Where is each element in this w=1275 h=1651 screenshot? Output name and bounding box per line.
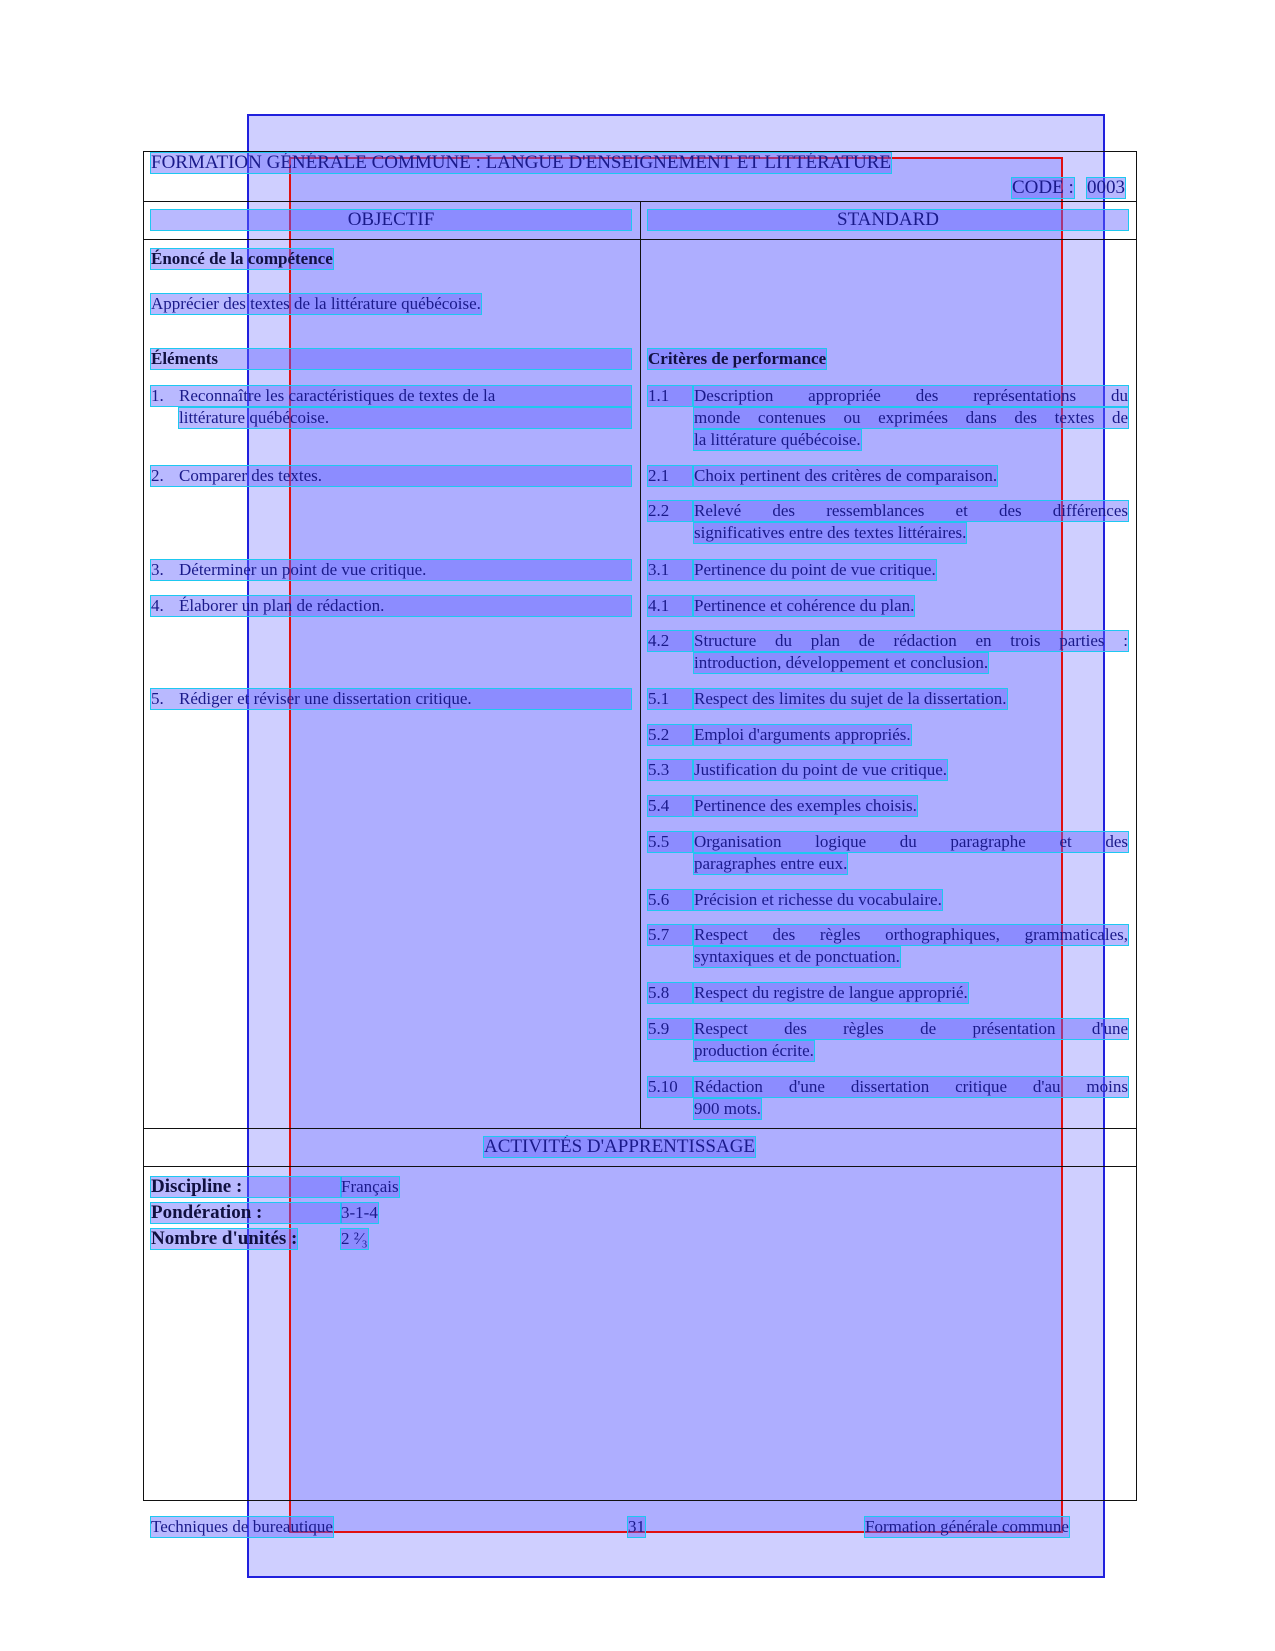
page-number: 31: [628, 1517, 645, 1536]
list-item: 1. Reconnaître les caractéristiques de textes de la: [151, 386, 631, 406]
critere-text-continuation: la littérature québécoise.: [694, 430, 861, 449]
critere-text: Justification du point de vue critique.: [694, 760, 948, 779]
critere-text-continuation: paragraphes entre eux.: [694, 854, 848, 873]
critere-number: 5.1: [648, 689, 692, 709]
critere-number: 5.10: [648, 1077, 692, 1097]
critere-number: 2.1: [648, 466, 692, 486]
critere-text: Relevé des ressemblances et des différences: [694, 501, 1128, 520]
footer-program: Techniques de bureautique: [151, 1517, 333, 1536]
column-header-objectif: OBJECTIF: [151, 210, 631, 230]
document-title: FORMATION GÉNÉRALE COMMUNE : LANGUE D'ENSEIGNEMENT ET LITTÉRATURE: [151, 152, 891, 173]
critere-text: Respect des règles orthographiques, grammaticales,: [694, 925, 1128, 944]
critere-number: 5.8: [648, 983, 692, 1003]
critere-text: Rédaction d'une dissertation critique d'au moins: [694, 1077, 1128, 1096]
column-divider: [640, 201, 641, 1128]
critere-text: Emploi d'arguments appropriés.: [694, 725, 911, 744]
critere-text: Respect du registre de langue approprié.: [694, 983, 968, 1002]
critere-number: 5.2: [648, 725, 692, 745]
ponderation-value: 3-1-4: [341, 1203, 378, 1222]
critere-text-continuation: syntaxiques et de ponctuation.: [694, 947, 900, 966]
critere-number: 5.9: [648, 1019, 692, 1039]
list-item: 3. Déterminer un point de vue critique.: [151, 560, 631, 580]
footer-section: Formation générale commune: [865, 1517, 1069, 1536]
critere-number: 4.1: [648, 596, 692, 616]
critere-text: Description appropriée des représentations du: [694, 386, 1128, 405]
critere-text: Respect des limites du sujet de la dissertation.: [694, 689, 1007, 708]
unites-label: Nombre d'unités :: [151, 1228, 298, 1249]
critere-text-continuation: introduction, développement et conclusion.: [694, 653, 989, 672]
unites-value: 2 ²⁄₃: [341, 1229, 368, 1248]
critere-text: Respect des règles de présentation d'une: [694, 1019, 1128, 1038]
critere-text-continuation: production écrite.: [694, 1041, 814, 1060]
list-item-continuation: littérature québécoise.: [179, 408, 631, 428]
discipline-label: Discipline :: [151, 1177, 341, 1197]
code-value: 0003: [1087, 177, 1125, 198]
list-item: 5. Rédiger et réviser une dissertation critique.: [151, 689, 631, 709]
critere-number: 4.2: [648, 631, 692, 651]
critere-number: 2.2: [648, 501, 692, 521]
critere-number: 5.7: [648, 925, 692, 945]
critere-number: 1.1: [648, 386, 692, 406]
critere-text-continuation: 900 mots.: [694, 1099, 762, 1118]
critere-text: Structure du plan de rédaction en trois parties :: [694, 631, 1128, 650]
critere-number: 5.5: [648, 832, 692, 852]
critere-text: Choix pertinent des critères de comparaison.: [694, 466, 998, 485]
column-header-standard: STANDARD: [648, 210, 1128, 230]
criteres-label: Critères de performance: [648, 349, 827, 368]
critere-number: 5.6: [648, 890, 692, 910]
critere-number: 5.3: [648, 760, 692, 780]
competence-label: Énoncé de la compétence: [151, 249, 333, 268]
critere-text: Organisation logique du paragraphe et des: [694, 832, 1128, 851]
activities-title: ACTIVITÉS D'APPRENTISSAGE: [484, 1136, 756, 1157]
critere-text-continuation: monde contenues ou exprimées dans des textes de: [694, 408, 1128, 427]
rule-activities-bottom: [143, 1166, 1137, 1167]
critere-text: Précision et richesse du vocabulaire.: [694, 890, 942, 909]
critere-number: 3.1: [648, 560, 692, 580]
list-item: 4. Élaborer un plan de rédaction.: [151, 596, 631, 616]
critere-text: Pertinence et cohérence du plan.: [694, 596, 915, 615]
critere-number: 5.4: [648, 796, 692, 816]
list-item: 2. Comparer des textes.: [151, 466, 631, 486]
critere-text: Pertinence des exemples choisis.: [694, 796, 917, 815]
elements-label: Éléments: [151, 349, 631, 369]
competence-text: Apprécier des textes de la littérature québécoise.: [151, 294, 481, 313]
critere-text: Pertinence du point de vue critique.: [694, 560, 936, 579]
discipline-value: Français: [341, 1177, 399, 1196]
code-label: CODE :: [1012, 177, 1074, 198]
critere-text-continuation: significatives entre des textes littéraires.: [694, 523, 967, 542]
rule-activities-top: [143, 1128, 1137, 1129]
ponderation-label: Pondération :: [151, 1203, 341, 1223]
